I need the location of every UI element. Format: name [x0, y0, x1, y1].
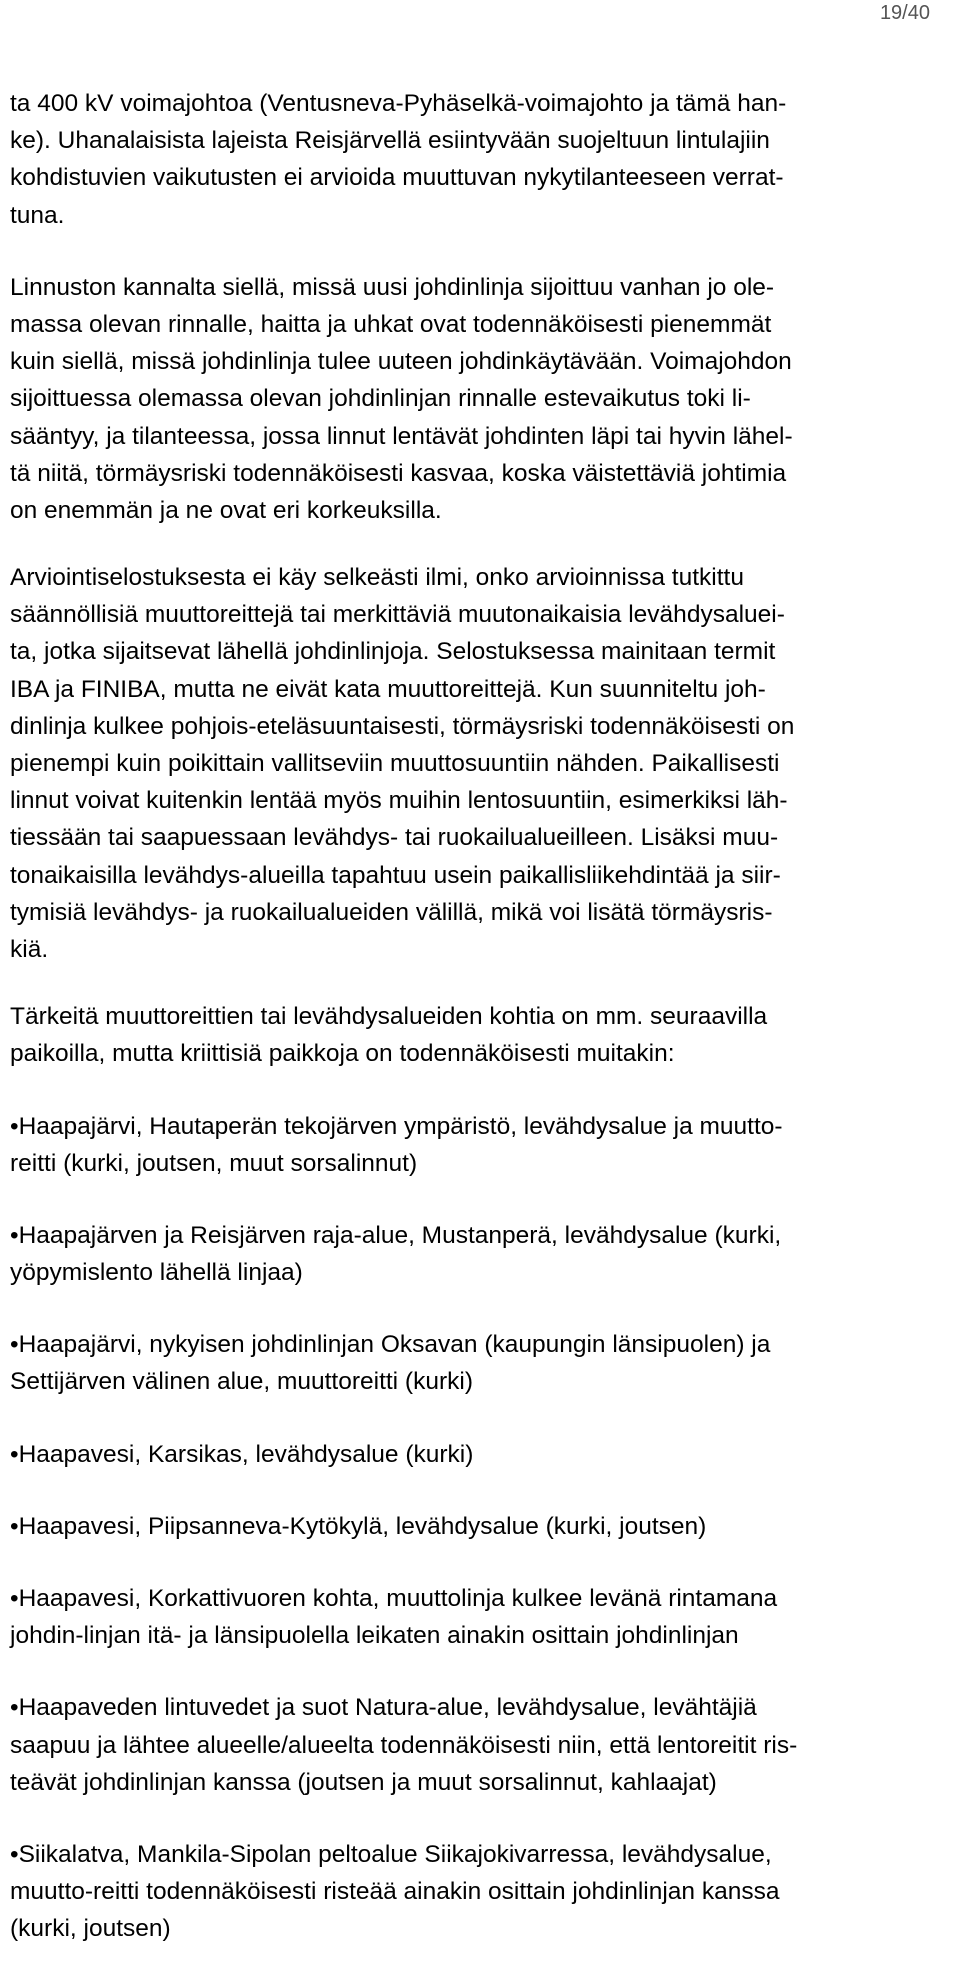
bullet-item	[10, 1326, 955, 1400]
bullet-gap	[10, 1182, 955, 1217]
bullet-gap	[10, 1801, 955, 1836]
text-line: tä niitä, törmäysriski todennäköisesti kasvaa, koska väistettäviä johtimia	[10, 459, 787, 487]
bullet-line: •Haapajärvi, Hautaperän tekojärven ympäristö, levähdysalue ja muutto-	[10, 1112, 783, 1140]
bullet-line: •Siikalatva, Mankila-Sipolan peltoalue Siikajokivarressa, levähdysalue,	[10, 1840, 772, 1868]
bullet-line: reitti (kurki, joutsen, muut sorsalinnut)	[10, 1149, 418, 1177]
paragraph	[10, 85, 955, 234]
bullet-line: •Haapajärvi, nykyisen johdinlinjan Oksavan (kaupungin länsipuolen) ja	[10, 1331, 771, 1359]
text-line: ke). Uhanalaisista lajeista Reisjärvellä esiintyvään suojeltuun lintulajiin	[10, 127, 770, 155]
bullet-line: saapuu ja lähtee alueelle/alueelta todennäköisesti niin, että lentoreitit ris-	[10, 1731, 798, 1759]
paragraph	[10, 998, 955, 1072]
bullet-line: (kurki, joutsen)	[10, 1915, 171, 1943]
text-line: massa olevan rinnalle, haitta ja uhkat ovat todennäköisesti pienemmät	[10, 310, 772, 338]
text-line: IBA ja FINIBA, mutta ne eivät kata muuttoreittejä. Kun suunniteltu joh-	[10, 675, 766, 703]
text-line: paikoilla, mutta kriittisiä paikkoja on todennäköisesti muitakin:	[10, 1040, 675, 1068]
bullet-gap	[10, 1545, 955, 1580]
paragraph	[10, 559, 955, 968]
bullet-item	[10, 1508, 955, 1545]
bullet-gap	[10, 1473, 955, 1508]
text-line: Linnuston kannalta siellä, missä uusi johdinlinja sijoittuu vanhan jo ole-	[10, 273, 775, 301]
text-line: kiä.	[10, 935, 49, 963]
page-number: 19/40	[879, 2, 930, 24]
text-line: kuin siellä, missä johdinlinja tulee uuteen johdinkäytävään. Voimajohdon	[10, 348, 792, 376]
bullet-line: •Haapavesi, Piipsanneva-Kytökylä, levähdysalue (kurki, joutsen)	[10, 1512, 707, 1540]
bullet-item	[10, 1108, 955, 1182]
text-line: linnut voivat kuitenkin lentää myös muihin lentosuuntiin, esimerkiksi läh-	[10, 787, 788, 815]
bullet-line: •Haapavesi, Karsikas, levähdysalue (kurki)	[10, 1440, 474, 1468]
text-line: tiessään tai saapuessaan levähdys- tai ruokailualueilleen. Lisäksi muu-	[10, 824, 779, 852]
document-body	[10, 85, 955, 1948]
text-line: sijoittuessa olemassa olevan johdinlinjan rinnalle estevaikutus toki li-	[10, 385, 751, 413]
text-line: Arviointiselostuksesta ei käy selkeästi ilmi, onko arvioinnissa tutkittu	[10, 564, 744, 592]
text-line: sääntyy, ja tilanteessa, jossa linnut lentävät johdinten läpi tai hyvin lähel-	[10, 422, 793, 450]
text-line: on enemmän ja ne ovat eri korkeuksilla.	[10, 496, 442, 524]
paragraph-gap	[10, 529, 955, 559]
bullet-item	[10, 1580, 955, 1654]
text-line: tymisiä levähdys- ja ruokailualueiden välillä, mikä voi lisätä törmäysris-	[10, 898, 773, 926]
bullet-item	[10, 1836, 955, 1948]
bullet-item	[10, 1217, 955, 1291]
text-line: ta 400 kV voimajohtoa (Ventusneva-Pyhäselkä-voimajohto ja tämä han-	[10, 90, 787, 117]
paragraph-gap	[10, 1073, 955, 1108]
paragraph-gap	[10, 234, 955, 269]
text-line: kohdistuvien vaikutusten ei arvioida muuttuvan nykytilanteeseen verrat-	[10, 164, 784, 192]
bullet-line: johdin-linjan itä- ja länsipuolella leikaten ainakin osittain johdinlinjan	[10, 1622, 739, 1650]
bullet-line: muutto-reitti todennäköisesti risteää ainakin osittain johdinlinjan kanssa	[10, 1878, 780, 1906]
bullet-gap	[10, 1654, 955, 1689]
bullet-line: teävät johdinlinjan kanssa (joutsen ja muut sorsalinnut, kahlaajat)	[10, 1768, 717, 1796]
paragraph-gap	[10, 968, 955, 998]
bullet-line: •Haapajärven ja Reisjärven raja-alue, Mustanperä, levähdysalue (kurki,	[10, 1221, 782, 1249]
bullet-gap	[10, 1291, 955, 1326]
text-line: tonaikaisilla levähdys-alueilla tapahtuu usein paikallisliikehdintää ja siir-	[10, 861, 781, 889]
bullet-item	[10, 1689, 955, 1801]
bullet-gap	[10, 1401, 955, 1436]
bullet-line: yöpymislento lähellä linjaa)	[10, 1259, 303, 1287]
text-line: pienempi kuin poikittain vallitseviin muuttosuuntiin nähden. Paikallisesti	[10, 750, 780, 777]
text-line: ta, jotka sijaitsevat lähellä johdinlinjoja. Selostuksessa mainitaan termit	[10, 638, 776, 666]
bullet-item	[10, 1436, 955, 1473]
paragraph	[10, 269, 955, 529]
text-line: dinlinja kulkee pohjois-eteläsuuntaisesti, törmäysriski todennäköisesti on	[10, 712, 795, 740]
bullet-line: •Haapavesi, Korkattivuoren kohta, muuttolinja kulkee levänä rintamana	[10, 1585, 778, 1612]
text-line: Tärkeitä muuttoreittien tai levähdysalueiden kohtia on mm. seuraavilla	[10, 1003, 768, 1031]
bullet-line: •Haapaveden lintuvedet ja suot Natura-alue, levähdysalue, levähtäjiä	[10, 1694, 757, 1722]
text-line: säännöllisiä muuttoreittejä tai merkittäviä muutonaikaisia levähdysaluei-	[10, 601, 785, 629]
bullet-line: Settijärven välinen alue, muuttoreitti (kurki)	[10, 1368, 473, 1396]
text-line: tuna.	[10, 201, 65, 229]
